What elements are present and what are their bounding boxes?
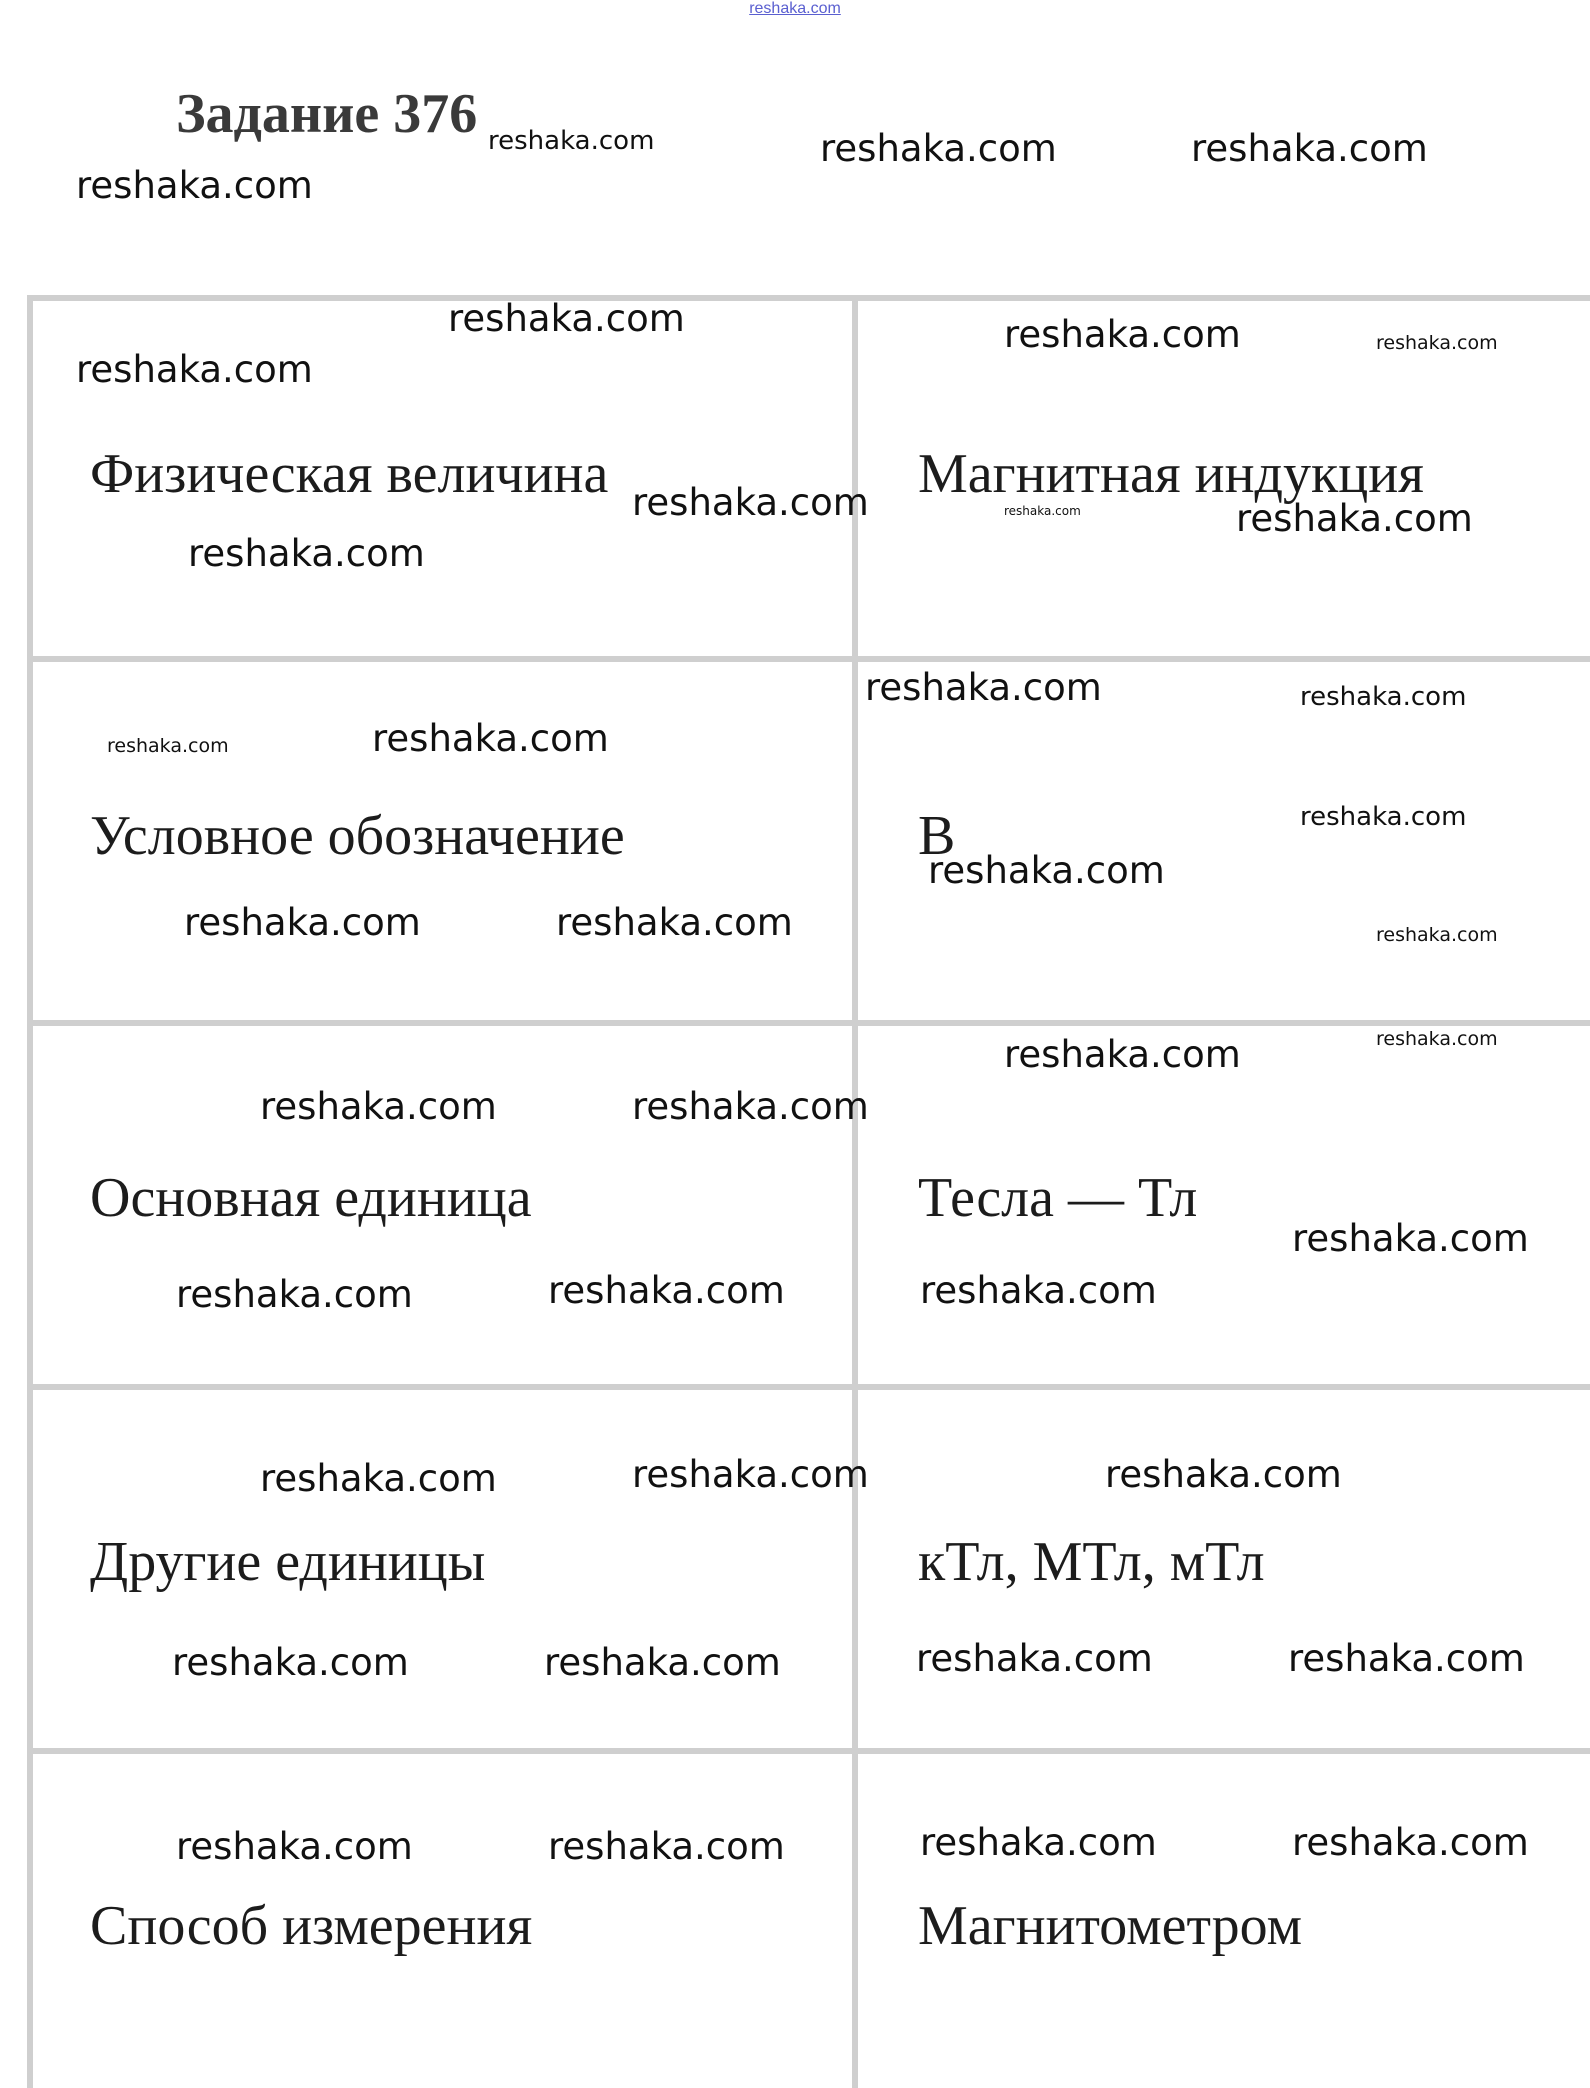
watermark: reshaka.com: [544, 1641, 781, 1684]
watermark: reshaka.com: [920, 1821, 1157, 1864]
watermark: reshaka.com: [176, 1825, 413, 1868]
watermark: reshaka.com: [488, 126, 655, 156]
table-cell-value: кТл, МТл, мТл: [918, 1531, 1265, 1593]
table-row-divider: [27, 656, 1590, 662]
watermark: reshaka.com: [1004, 504, 1081, 518]
watermark: reshaka.com: [1191, 127, 1428, 170]
watermark: reshaka.com: [76, 348, 313, 391]
watermark: reshaka.com: [184, 901, 421, 944]
page-title: Задание 376: [176, 83, 478, 145]
watermark: reshaka.com: [556, 901, 793, 944]
watermark: reshaka.com: [1105, 1453, 1342, 1496]
table-cell-value: Тесла — Тл: [918, 1167, 1198, 1229]
watermark: reshaka.com: [1300, 802, 1467, 832]
watermark: reshaka.com: [1376, 924, 1498, 946]
table-cell-label: Другие единицы: [90, 1531, 486, 1593]
table-cell-label: Основная единица: [90, 1167, 532, 1229]
watermark: reshaka.com: [548, 1825, 785, 1868]
table-cell-label: Способ измерения: [90, 1895, 533, 1957]
watermark: reshaka.com: [1376, 332, 1498, 354]
watermark: reshaka.com: [632, 481, 869, 524]
top-watermark-link[interactable]: reshaka.com: [749, 0, 841, 17]
table-cell-label: Условное обозначение: [90, 805, 625, 867]
watermark: reshaka.com: [172, 1641, 409, 1684]
watermark: reshaka.com: [928, 849, 1165, 892]
watermark: reshaka.com: [1004, 1033, 1241, 1076]
watermark: reshaka.com: [448, 297, 685, 340]
watermark: reshaka.com: [107, 735, 229, 757]
watermark: reshaka.com: [1236, 497, 1473, 540]
watermark: reshaka.com: [260, 1457, 497, 1500]
table-cell-value: Магнитометром: [918, 1895, 1303, 1957]
watermark: reshaka.com: [176, 1273, 413, 1316]
table-cell-label: Физическая величина: [90, 443, 609, 505]
watermark: reshaka.com: [76, 164, 313, 207]
watermark: reshaka.com: [1292, 1821, 1529, 1864]
watermark: reshaka.com: [260, 1085, 497, 1128]
watermark: reshaka.com: [548, 1269, 785, 1312]
table-row-divider: [27, 1020, 1590, 1026]
watermark: reshaka.com: [372, 717, 609, 760]
table-cell-value: Магнитная индукция: [918, 443, 1424, 505]
watermark: reshaka.com: [1004, 313, 1241, 356]
table-column-divider: [852, 295, 858, 2088]
table-row-divider: [27, 1748, 1590, 1754]
watermark: reshaka.com: [632, 1085, 869, 1128]
watermark: reshaka.com: [920, 1269, 1157, 1312]
watermark: reshaka.com: [632, 1453, 869, 1496]
watermark: reshaka.com: [1288, 1637, 1525, 1680]
watermark: reshaka.com: [188, 532, 425, 575]
watermark: reshaka.com: [916, 1637, 1153, 1680]
watermark: reshaka.com: [1376, 1028, 1498, 1050]
watermark: reshaka.com: [820, 127, 1057, 170]
watermark: reshaka.com: [1300, 682, 1467, 712]
watermark: reshaka.com: [1292, 1217, 1529, 1260]
table-row-divider: [27, 1384, 1590, 1390]
table-cell-value: B: [918, 805, 956, 867]
watermark: reshaka.com: [865, 666, 1102, 709]
